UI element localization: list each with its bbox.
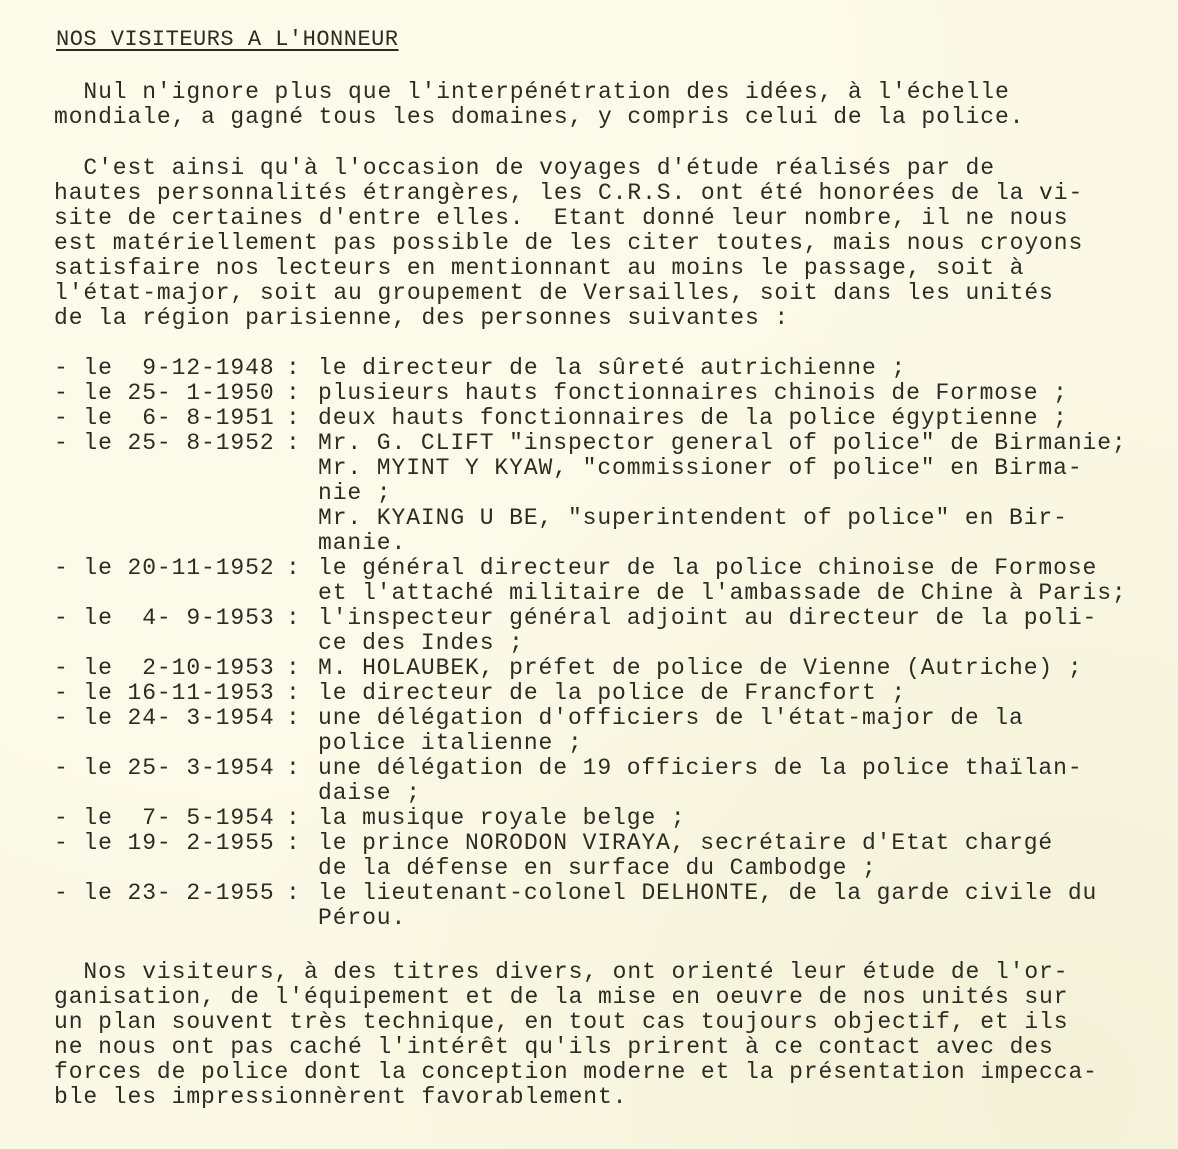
- visit-date: - le 24- 3-1954: [54, 705, 275, 731]
- page-title: NOS VISITEURS A L'HONNEUR: [56, 27, 399, 52]
- second-paragraph: C'est ainsi qu'à l'occasion de voyages d'étude réalisés par de hautes personnalités étrangères, les C.R.S. ont été honorées de la vi- site de certaines d'entre elles. Etant donné leur nombre, il ne nous est matériellement pas possible de les citer toutes, mais nous croyons satisfaire nos lecteurs en mentionnant au moins le passage, soit à l'état-major, soit au groupement de Versailles, soit dans les unités de la région parisienne, des personnes suivantes :: [54, 155, 1084, 331]
- list-item: [54, 406, 1127, 431]
- intro-paragraph: Nul n'ignore plus que l'interpénétration des idées, à l'échelle mondiale, a gagné tous les domaines, y compris celui de la police.: [54, 79, 1025, 130]
- list-item: [54, 606, 1127, 656]
- visit-description: M. HOLAUBEK, préfet de police de Vienne (Autriche) ;: [318, 655, 1083, 681]
- visit-description: le lieutenant-colonel DELHONTE, de la garde civile du Pérou.: [318, 880, 1098, 931]
- visit-description: le prince NORODON VIRAYA, secrétaire d'Etat chargé de la défense en surface du Cambodge ;: [318, 830, 1054, 881]
- visit-description: l'inspecteur général adjoint au directeur de la poli- ce des Indes ;: [318, 605, 1098, 656]
- list-item: [54, 356, 1127, 381]
- visit-date: - le 9-12-1948: [54, 355, 275, 381]
- closing-paragraph: Nos visiteurs, à des titres divers, ont orienté leur étude de l'or- ganisation, de l'équipement et de la mise en oeuvre de nos unités sur un plan souvent très technique, en tout cas toujours objectif, et ils ne nous ont pas caché l'intérêt qu'ils prirent à ce contact avec des forces de police dont la conception moderne et la présentation impecca- ble les impressionnèrent favorablement.: [54, 959, 1098, 1110]
- visit-separator: :: [286, 655, 301, 681]
- list-item: [54, 756, 1127, 806]
- visit-separator: :: [286, 880, 301, 906]
- visit-description: une délégation d'officiers de l'état-major de la police italienne ;: [318, 705, 1024, 756]
- visit-description: le général directeur de la police chinoise de Formose et l'attaché militaire de l'ambassade de Chine à Paris;: [318, 555, 1127, 606]
- visit-separator: :: [286, 755, 301, 781]
- visits-list: [54, 356, 1127, 931]
- visit-description: le directeur de la police de Francfort ;: [318, 680, 907, 706]
- list-item: [54, 706, 1127, 756]
- visit-date: - le 19- 2-1955: [54, 830, 275, 856]
- list-item: [54, 681, 1127, 706]
- visit-separator: :: [286, 355, 301, 381]
- visit-date: - le 6- 8-1951: [54, 405, 275, 431]
- visit-separator: :: [286, 705, 301, 731]
- visit-separator: :: [286, 805, 301, 831]
- visit-description: le directeur de la sûreté autrichienne ;: [318, 355, 907, 381]
- visit-separator: :: [286, 430, 301, 456]
- visit-date: - le 2-10-1953: [54, 655, 275, 681]
- visit-date: - le 25- 8-1952: [54, 430, 275, 456]
- visit-separator: :: [286, 605, 301, 631]
- list-item: [54, 431, 1127, 556]
- visit-description: deux hauts fonctionnaires de la police égyptienne ;: [318, 405, 1068, 431]
- list-item: [54, 381, 1127, 406]
- visit-description: Mr. G. CLIFT "inspector general of police" de Birmanie; Mr. MYINT Y KYAW, "commissioner of police" en Birma- nie ; Mr. KYAING U BE, "superintendent of police" en Bir- manie.: [318, 430, 1127, 556]
- visit-description: la musique royale belge ;: [318, 805, 686, 831]
- list-item: [54, 556, 1127, 606]
- list-item: [54, 831, 1127, 881]
- list-item: [54, 881, 1127, 931]
- visit-date: - le 16-11-1953: [54, 680, 275, 706]
- visit-date: - le 4- 9-1953: [54, 605, 275, 631]
- visit-description: plusieurs hauts fonctionnaires chinois de Formose ;: [318, 380, 1068, 406]
- visit-date: - le 20-11-1952: [54, 555, 275, 581]
- visit-date: - le 25- 3-1954: [54, 755, 275, 781]
- visit-separator: :: [286, 555, 301, 581]
- visit-date: - le 23- 2-1955: [54, 880, 275, 906]
- list-item: [54, 656, 1127, 681]
- visit-separator: :: [286, 380, 301, 406]
- visit-description: une délégation de 19 officiers de la police thaïlan- daise ;: [318, 755, 1083, 806]
- visit-date: - le 7- 5-1954: [54, 805, 275, 831]
- visit-separator: :: [286, 405, 301, 431]
- list-item: [54, 806, 1127, 831]
- visit-separator: :: [286, 830, 301, 856]
- visit-date: - le 25- 1-1950: [54, 380, 275, 406]
- visit-separator: :: [286, 680, 301, 706]
